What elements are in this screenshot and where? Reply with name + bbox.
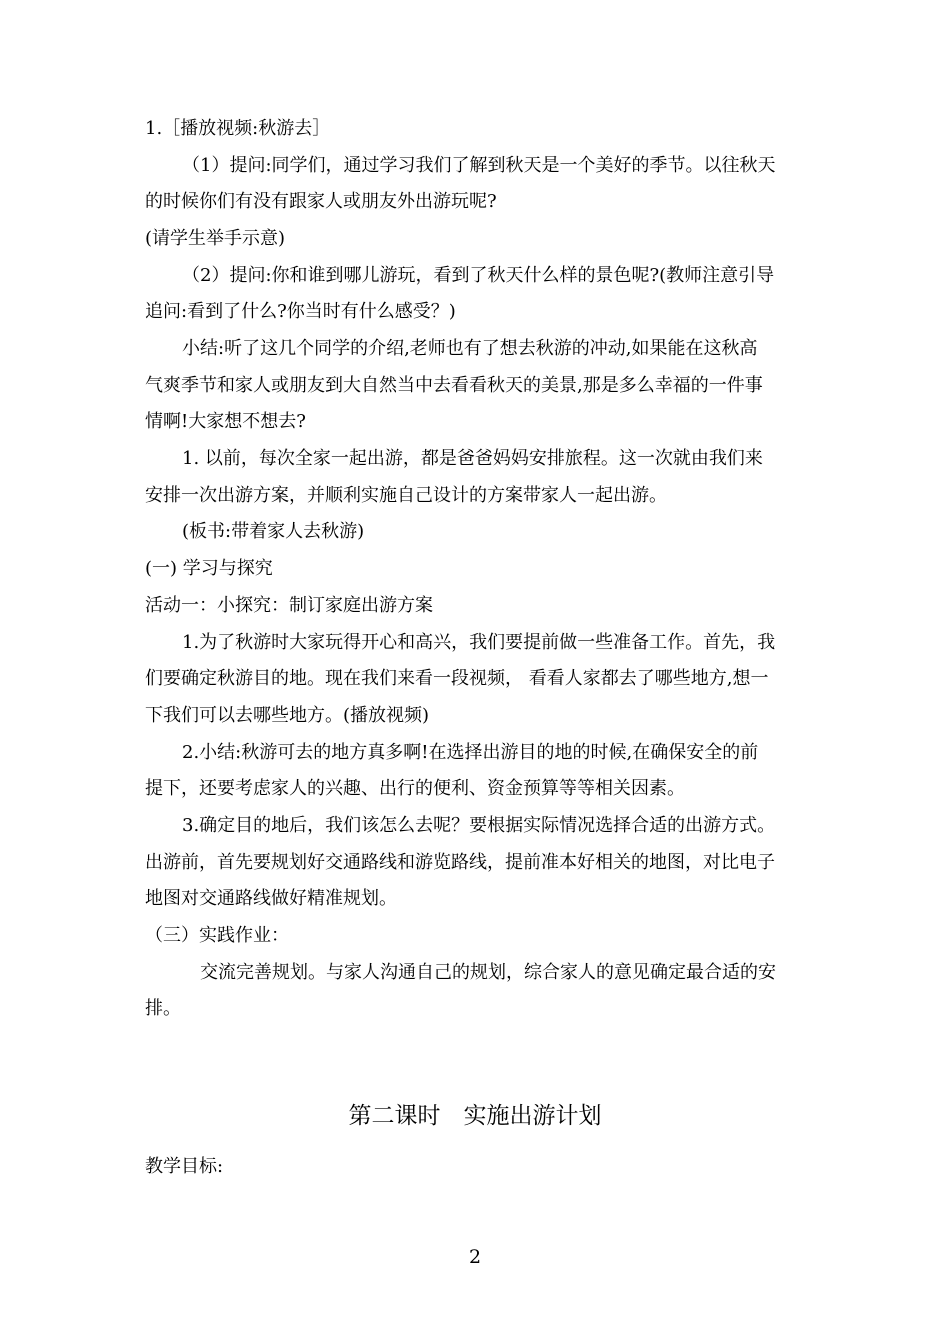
paragraph-line: 下我们可以去哪些地方。(播放视频) bbox=[145, 705, 430, 726]
paragraph-line: 1. 以前，每次全家一起出游，都是爸爸妈妈安排旅程。这一次就由我们来 bbox=[182, 448, 763, 469]
paragraph-line: 出游前，首先要规划好交通路线和游览路线，提前准本好相关的地图，对比电子 bbox=[145, 852, 775, 873]
paragraph-line: （2）提问:你和谁到哪儿游玩，看到了秋天什么样的景色呢?(教师注意引导 bbox=[182, 265, 775, 286]
page-number: 2 bbox=[468, 1246, 482, 1268]
paragraph-line: 安排一次出游方案，并顺利实施自己设计的方案带家人一起出游。 bbox=[145, 485, 667, 506]
paragraph-line: (请学生举手示意) bbox=[145, 228, 286, 249]
section-heading-3: （三）实践作业： bbox=[145, 925, 289, 946]
paragraph-line: 3.确定目的地后，我们该怎么去呢？要根据实际情况选择合适的出游方式。 bbox=[182, 815, 776, 836]
objectives-label: 教学目标: bbox=[145, 1156, 224, 1177]
paragraph-line: 情啊!大家想不想去? bbox=[145, 411, 306, 432]
paragraph-line: 排。 bbox=[145, 998, 181, 1019]
paragraph-line: (板书:带着家人去秋游) bbox=[182, 521, 365, 542]
paragraph-line: 地图对交通路线做好精准规划。 bbox=[145, 888, 397, 909]
paragraph-line: （1）提问:同学们，通过学习我们了解到秋天是一个美好的季节。以往秋天 bbox=[182, 155, 776, 176]
paragraph-line: 提下，还要考虑家人的兴趣、出行的便利、资金预算等等相关因素。 bbox=[145, 778, 685, 799]
paragraph-line: 小结:听了这几个同学的介绍,老师也有了想去秋游的冲动,如果能在这秋高 bbox=[182, 338, 758, 359]
section-heading-1: (一) 学习与探究 bbox=[145, 558, 273, 579]
paragraph-line: 交流完善规划。与家人沟通自己的规划，综合家人的意见确定最合适的安 bbox=[200, 962, 776, 983]
paragraph-line: 气爽季节和家人或朋友到大自然当中去看看秋天的美景,那是多么幸福的一件事 bbox=[145, 375, 763, 396]
paragraph-line: 1.［播放视频:秋游去］ bbox=[145, 118, 331, 139]
paragraph-line: 的时候你们有没有跟家人或朋友外出游玩呢? bbox=[145, 191, 497, 212]
lesson-title: 第二课时 实施出游计划 bbox=[348, 1103, 602, 1129]
paragraph-line: 们要确定秋游目的地。现在我们来看一段视频， 看看人家都去了哪些地方,想一 bbox=[145, 668, 769, 689]
activity-heading: 活动一：小探究：制订家庭出游方案 bbox=[145, 595, 433, 616]
paragraph-line: 追问:看到了什么?你当时有什么感受？) bbox=[145, 301, 456, 322]
paragraph-line: 2.小结:秋游可去的地方真多啊!在选择出游目的地的时候,在确保安全的前 bbox=[182, 742, 759, 763]
paragraph-line: 1.为了秋游时大家玩得开心和高兴，我们要提前做一些准备工作。首先，我 bbox=[182, 632, 776, 653]
